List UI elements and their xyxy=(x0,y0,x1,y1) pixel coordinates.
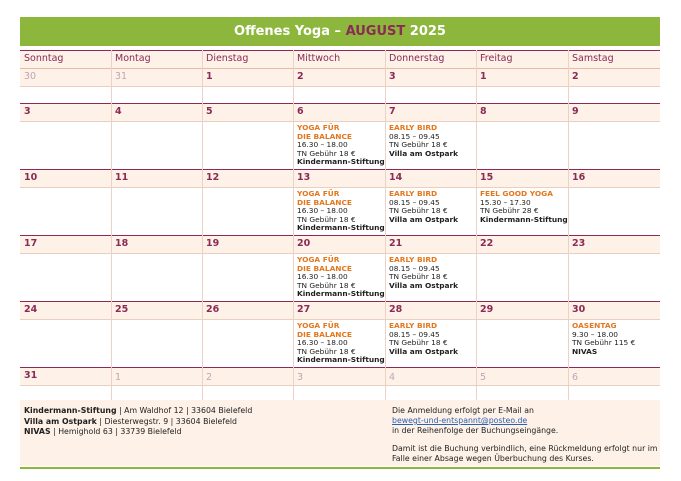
event-venue: Kindermann-Stiftung xyxy=(297,355,385,365)
day-number: 11 xyxy=(115,172,129,183)
booking-info xyxy=(392,406,658,464)
event-title: FEEL GOOD YOGA xyxy=(480,189,553,198)
venue-name: Kindermann-Stiftung xyxy=(24,406,117,415)
event-title: YOGA FÜR xyxy=(297,255,340,264)
day-number: 4 xyxy=(389,372,396,383)
day-number: 21 xyxy=(389,238,403,249)
weekday-header: Freitag xyxy=(480,53,513,64)
event-fee: TN Gebühr 18 € xyxy=(389,206,448,216)
event-time: 08.15 – 09.45 xyxy=(389,329,440,339)
day-number: 31 xyxy=(24,370,38,381)
day-number: 16 xyxy=(572,172,586,183)
event-venue: Villa am Ostpark xyxy=(389,214,459,224)
weekday-header: Mittwoch xyxy=(297,53,341,64)
info-line-2: in der Reihenfolge der Buchungseingänge. xyxy=(392,426,559,435)
day-number: 25 xyxy=(115,304,129,315)
info-paragraph-2: Damit ist die Buchung verbindlich, eine Rückmeldung erfolgt nur im Falle einer Absage wegen Überbuchung des Kurses. xyxy=(392,444,658,463)
bottom-rule xyxy=(20,467,660,469)
event-fee: TN Gebühr 18 € xyxy=(297,346,356,356)
address-list xyxy=(24,406,252,438)
info-line-1: Die Anmeldung erfolgt per E-Mail an xyxy=(392,406,534,415)
event-fee: TN Gebühr 18 € xyxy=(389,338,448,348)
venue-name: Villa am Ostpark xyxy=(24,416,97,426)
day-number: 13 xyxy=(297,172,311,183)
day-number: 7 xyxy=(389,106,396,117)
event-venue: Kindermann-Stiftung xyxy=(297,157,385,167)
event-fee: TN Gebühr 18 € xyxy=(297,214,356,224)
title-banner xyxy=(20,17,660,46)
event-title: YOGA FÜR xyxy=(297,321,340,330)
address-line: NIVAS | Hemighold 63 | 33739 Bielefeld xyxy=(24,427,182,436)
event-title: OASENTAG xyxy=(572,321,617,330)
event-entry[interactable] xyxy=(476,187,568,235)
event-fee: TN Gebühr 18 € xyxy=(389,140,448,150)
address-line: Villa am Ostpark | Diesterwegstr. 9 | 33604 Bielefeld xyxy=(24,416,238,426)
event-entry[interactable] xyxy=(293,121,385,169)
day-number: 23 xyxy=(572,238,586,249)
event-entry[interactable] xyxy=(568,319,660,367)
day-number: 17 xyxy=(24,238,38,249)
weekday-header: Donnerstag xyxy=(389,53,445,64)
event-entry[interactable] xyxy=(385,319,476,367)
event-entry[interactable] xyxy=(293,187,385,235)
day-number: 2 xyxy=(572,71,579,82)
event-title: EARLY BIRD xyxy=(389,321,438,330)
day-number: 19 xyxy=(206,238,220,249)
weekday-header: Montag xyxy=(115,53,151,64)
venue-address: Diesterwegstr. 9 | 33604 Bielefeld xyxy=(104,416,238,426)
event-venue: Kindermann-Stiftung xyxy=(297,289,385,299)
day-number: 3 xyxy=(24,106,31,117)
event-time: 16.30 – 18.00 xyxy=(297,338,348,348)
event-title: EARLY BIRD xyxy=(389,123,438,132)
event-title: EARLY BIRD xyxy=(389,189,438,198)
event-entry[interactable] xyxy=(385,121,476,169)
day-number: 14 xyxy=(389,172,403,183)
event-time: 16.30 – 18.00 xyxy=(297,206,348,216)
event-venue: Villa am Ostpark xyxy=(389,280,459,290)
venue-name: NIVAS xyxy=(24,427,51,436)
event-title: DIE BALANCE xyxy=(297,329,352,339)
event-venue: NIVAS xyxy=(572,346,598,356)
day-number: 6 xyxy=(297,106,304,117)
day-number: 3 xyxy=(297,372,304,383)
event-time: 15.30 – 17.30 xyxy=(480,197,531,207)
day-number: 1 xyxy=(206,71,213,82)
day-number: 12 xyxy=(206,172,220,183)
grid-divider xyxy=(202,50,203,401)
event-fee: TN Gebühr 18 € xyxy=(389,272,448,282)
day-number: 26 xyxy=(206,304,220,315)
grid-divider xyxy=(111,50,112,401)
event-venue: Villa am Ostpark xyxy=(389,346,459,356)
grid-line xyxy=(20,50,660,51)
day-number: 1 xyxy=(115,372,122,383)
day-number: 2 xyxy=(297,71,304,82)
venue-address: Am Waldhof 12 | 33604 Bielefeld xyxy=(124,406,253,415)
event-time: 16.30 – 18.00 xyxy=(297,272,348,282)
day-number: 20 xyxy=(297,238,311,249)
title-year: 2025 xyxy=(409,24,446,39)
event-fee: TN Gebühr 18 € xyxy=(297,148,356,158)
event-venue: Kindermann-Stiftung xyxy=(297,223,385,233)
footer xyxy=(20,400,660,466)
day-number: 9 xyxy=(572,106,579,117)
day-number: 5 xyxy=(480,372,487,383)
email-link[interactable]: bewegt-und-entspannt@posteo.de xyxy=(392,416,528,425)
day-number: 5 xyxy=(206,106,213,117)
event-title: DIE BALANCE xyxy=(297,197,352,207)
event-entry[interactable] xyxy=(385,253,476,301)
event-title: EARLY BIRD xyxy=(389,255,438,264)
venue-address: Hemighold 63 | 33739 Bielefeld xyxy=(58,427,182,436)
day-number: 28 xyxy=(389,304,403,315)
day-number: 24 xyxy=(24,304,38,315)
day-number: 8 xyxy=(480,106,487,117)
calendar-grid xyxy=(20,50,660,401)
event-time: 08.15 – 09.45 xyxy=(389,263,440,273)
event-title: DIE BALANCE xyxy=(297,263,352,273)
day-number: 10 xyxy=(24,172,38,183)
event-entry[interactable] xyxy=(293,319,385,367)
event-time: 9.30 – 18.00 xyxy=(572,329,619,339)
day-number: 29 xyxy=(480,304,494,315)
event-venue: Villa am Ostpark xyxy=(389,148,459,158)
day-number: 4 xyxy=(115,106,122,117)
day-number: 18 xyxy=(115,238,129,249)
grid-line xyxy=(20,86,660,87)
event-title: YOGA FÜR xyxy=(297,123,340,132)
address-line: Kindermann-Stiftung | Am Waldhof 12 | 33604 Bielefeld xyxy=(24,406,253,415)
event-entry[interactable] xyxy=(293,253,385,301)
day-number: 27 xyxy=(297,304,311,315)
day-number: 6 xyxy=(572,372,579,383)
day-number: 30 xyxy=(572,304,586,315)
event-time: 08.15 – 09.45 xyxy=(389,197,440,207)
day-number: 2 xyxy=(206,372,213,383)
event-fee: TN Gebühr 115 € xyxy=(572,338,636,348)
event-time: 08.15 – 09.45 xyxy=(389,131,440,141)
event-title: DIE BALANCE xyxy=(297,131,352,141)
day-number: 3 xyxy=(389,71,396,82)
title-month: AUGUST xyxy=(345,24,406,39)
weekday-header: Sonntag xyxy=(24,53,64,64)
title-prefix: Offenes Yoga – xyxy=(234,24,342,39)
grid-line xyxy=(20,367,660,368)
event-fee: TN Gebühr 18 € xyxy=(297,280,356,290)
event-entry[interactable] xyxy=(385,187,476,235)
event-time: 16.30 – 18.00 xyxy=(297,140,348,150)
event-fee: TN Gebühr 28 € xyxy=(480,206,539,216)
event-venue: Kindermann-Stiftung xyxy=(480,214,568,224)
event-title: YOGA FÜR xyxy=(297,189,340,198)
day-number: 22 xyxy=(480,238,494,249)
weekday-header: Dienstag xyxy=(206,53,249,64)
day-number: 1 xyxy=(480,71,487,82)
day-number: 31 xyxy=(115,71,128,82)
day-number: 30 xyxy=(24,71,37,82)
weekday-header: Samstag xyxy=(572,53,614,64)
day-number: 15 xyxy=(480,172,494,183)
